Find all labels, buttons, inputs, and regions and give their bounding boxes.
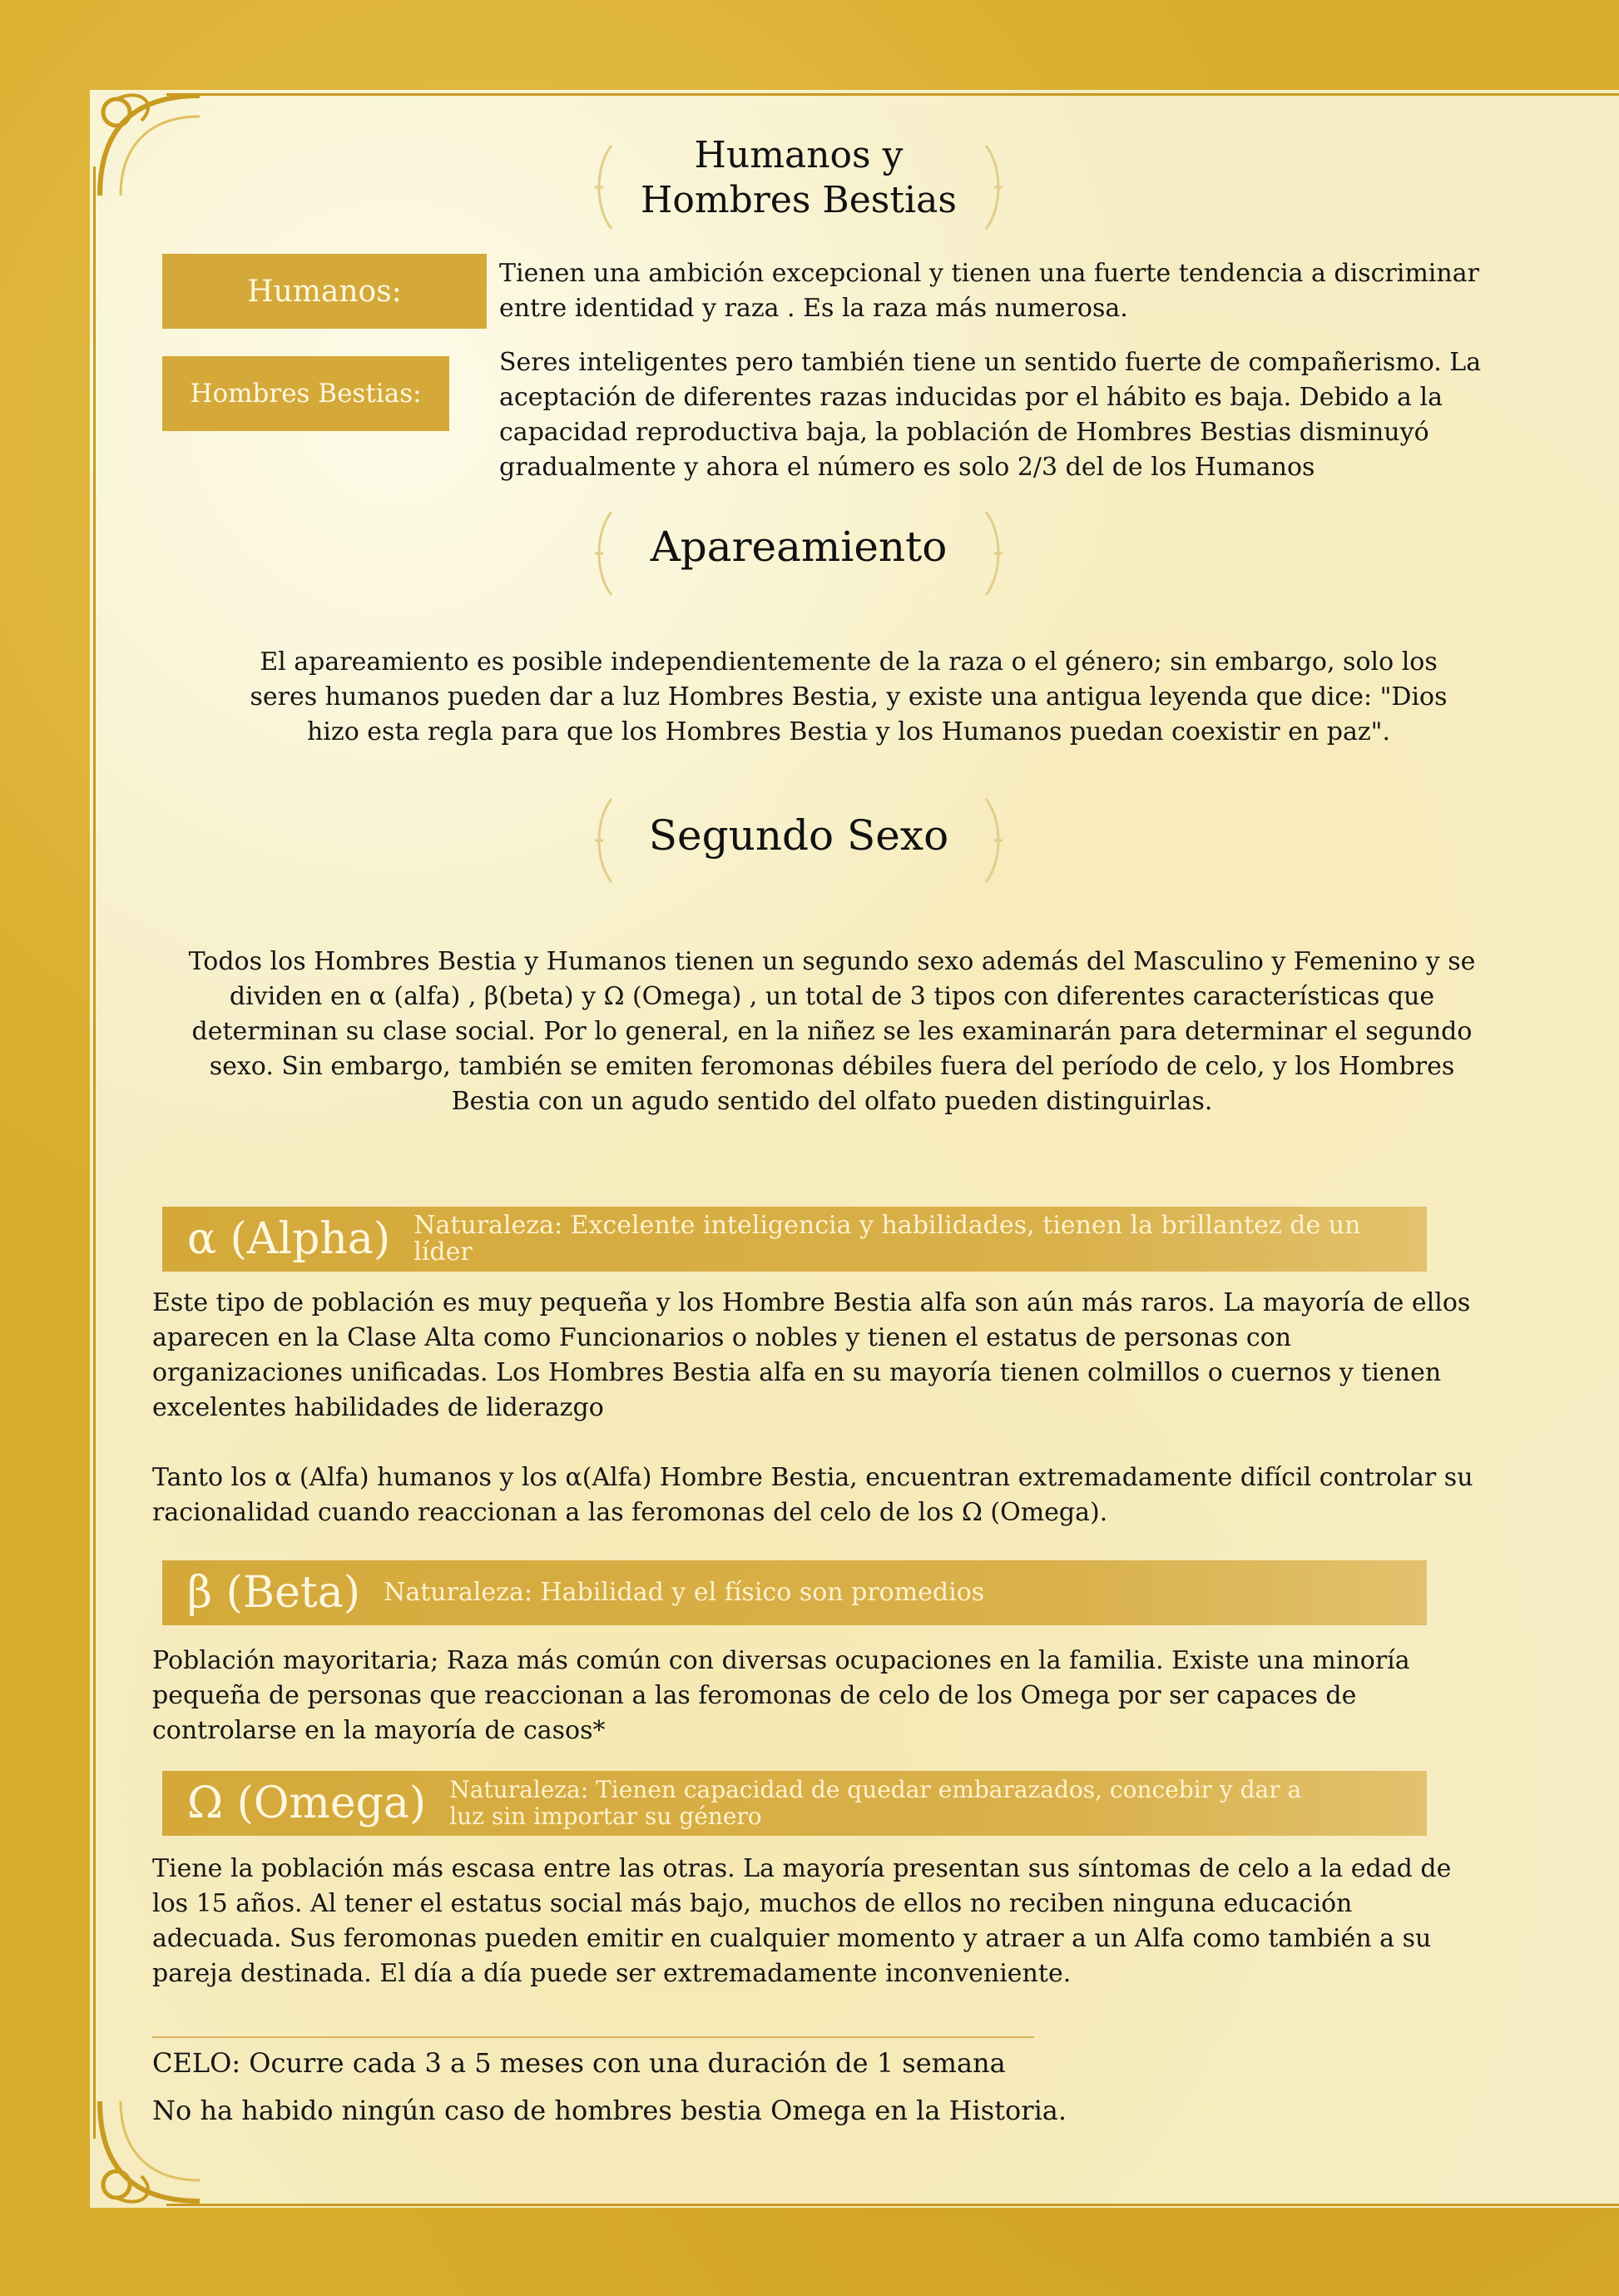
bracket-ornament-right <box>982 508 1007 599</box>
segundo-sexo-heading: Segundo Sexo <box>648 811 949 860</box>
omega-nature: Naturaleza: Tienen capacidad de quedar embarazados, concebir y dar a luz sin importar su género <box>449 1776 1302 1830</box>
alpha-title: α (Alpha) <box>187 1214 391 1264</box>
history-note: No ha habido ningún caso de hombres bestia Omega en la Historia. <box>152 2095 1067 2126</box>
alpha-header-bar <box>162 1207 1427 1272</box>
segundo-sexo-text: Todos los Hombres Bestia y Humanos tienen un segundo sexo además del Masculino y Femenino y se dividen en α (alfa) , β(beta) y Ω (Omega) , un total de 3 tipos con diferentes características que determinan su clase social. Por lo general, en la niñez se les examinarán para determinar el segundo sexo. Sin embargo, también se emiten feromonas débiles fuera del período de celo, y los Hombres Bestia con un agudo sentido del olfato pueden distinguirlas. <box>188 947 1476 1116</box>
page-title <box>582 133 1015 223</box>
alpha-paragraph-2: Tanto los α (Alfa) humanos y los α(Alfa) Hombre Bestia, encuentran extremadamente difícil controlar su racionalidad cuando reaccionan a las feromonas del celo de los Ω (Omega). <box>152 1463 1473 1527</box>
beta-header-bar <box>162 1560 1427 1625</box>
title-line-2: Hombres Bestias <box>641 179 957 221</box>
humanos-description: Tienen una ambición excepcional y tienen una fuerte tendencia a discriminar entre identidad y raza . Es la raza más numerosa. <box>499 259 1479 323</box>
border-top-line <box>166 93 1619 96</box>
alpha-paragraph-1: Este tipo de población es muy pequeña y los Hombre Bestia alfa son aún más raros. La mayoría de ellos aparecen en la Clase Alta como Funcionarios o nobles y tienen el estatus de personas con organizaciones unificadas. Los Hombres Bestia alfa en su mayoría tienen colmillos o cuernos y tienen excelentes habilidades de liderazgo <box>152 1288 1471 1422</box>
notes-divider <box>152 2036 1034 2038</box>
hombres-bestias-description: Seres inteligentes pero también tiene un sentido fuerte de compañerismo. La aceptación de diferentes razas inducidas por el hábito es baja. Debido a la capacidad reproductiva baja, la población de Hombres Bestias disminuyó gradualmente y ahora el número es solo 2/3 del de los Humanos <box>499 348 1482 482</box>
title-line-1: Humanos y <box>694 134 904 176</box>
beta-title: β (Beta) <box>187 1568 361 1618</box>
bracket-ornament-right <box>982 141 1007 233</box>
omega-paragraph: Tiene la población más escasa entre las otras. La mayoría presentan sus síntomas de celo a la edad de los 15 años. Al tener el estatus social más bajo, muchos de ellos no reciben ninguna educación adecuada. Sus feromonas pueden emitir en cualquier momento y atraer a un Alfa como también a su pareja destinada. El día a día puede ser extremadamente inconveniente. <box>152 1854 1452 1988</box>
alpha-nature: Naturaleza: Excelente inteligencia y habilidades, tienen la brillantez de un líder <box>413 1211 1361 1267</box>
bracket-ornament-left <box>591 508 616 599</box>
bracket-ornament-left <box>591 795 616 886</box>
bracket-ornament-left <box>591 141 616 233</box>
border-bottom-line <box>166 2204 1619 2206</box>
border-left-line <box>93 166 96 2139</box>
beta-nature: Naturaleza: Habilidad y el físico son promedios <box>384 1578 985 1607</box>
omega-header-bar <box>162 1771 1427 1836</box>
omega-title: Ω (Omega) <box>187 1778 427 1828</box>
apareamiento-text: El apareamiento es posible independientemente de la raza o el género; sin embargo, solo los seres humanos pueden dar a luz Hombres Bestia, y existe una antigua leyenda que dice: "Dios hizo esta regla para que los Hombres Bestia y los Humanos puedan coexistir en paz". <box>250 647 1448 746</box>
bracket-ornament-right <box>982 795 1007 886</box>
hombres-bestias-label: Hombres Bestias: <box>162 356 449 431</box>
beta-paragraph: Población mayoritaria; Raza más común con diversas ocupaciones en la familia. Existe una minoría pequeña de personas que reaccionan a las feromonas de celo de los Omega por ser capaces de controlarse en la mayoría de casos* <box>152 1646 1410 1745</box>
corner-ornament-top-left <box>83 79 208 204</box>
apareamiento-heading: Apareamiento <box>650 523 948 571</box>
celo-note: CELO: Ocurre cada 3 a 5 meses con una duración de 1 semana <box>152 2047 1006 2079</box>
humanos-label: Humanos: <box>162 254 487 329</box>
